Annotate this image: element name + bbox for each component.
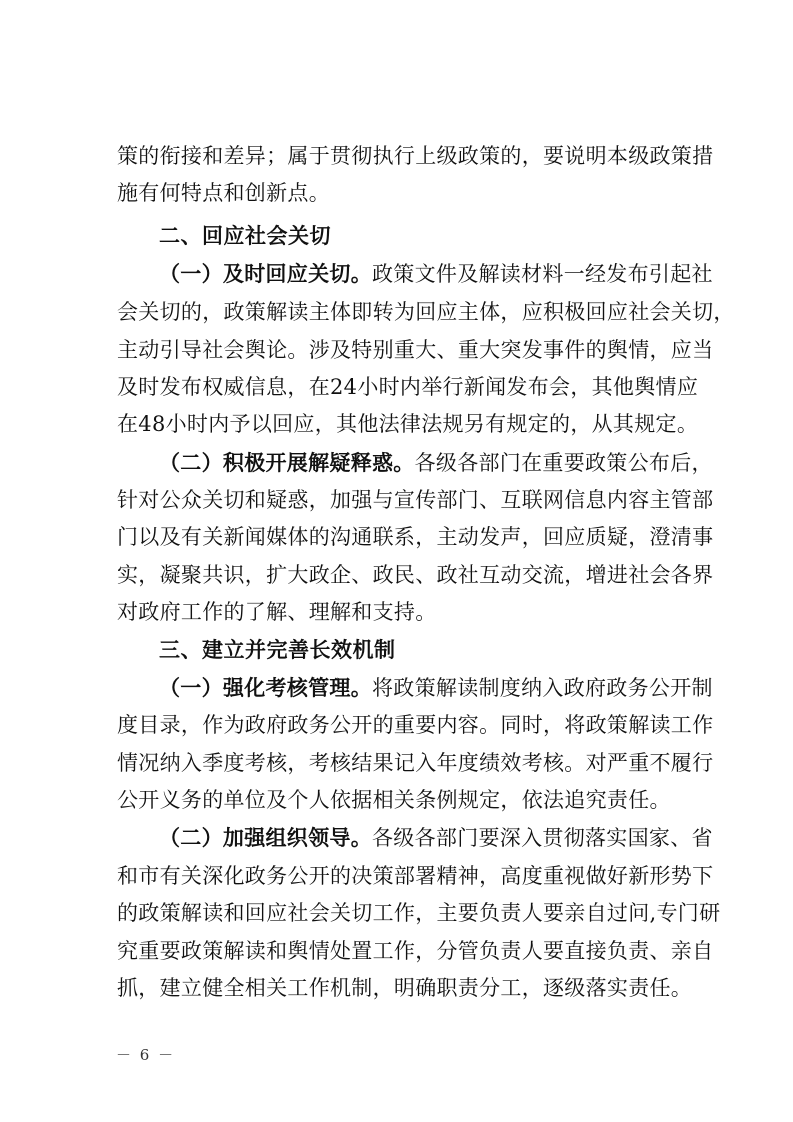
section-heading: 二、回应社会关切 xyxy=(159,224,331,248)
section-heading: 三、建立并完善长效机制 xyxy=(159,638,396,662)
body-text-line: 门以及有关新闻媒体的沟通联系，主动发声，回应质疑，澄清事 xyxy=(117,525,714,549)
body-text-line: 实，凝聚共识，扩大政企、政民、政社互动交流，增进社会各界 xyxy=(117,563,714,587)
body-text-line: 的政策解读和回应社会关切工作，主要负责人要亲自过问,专门研 xyxy=(117,901,721,925)
body-text-line: 在48小时内予以回应，其他法律法规另有规定的，从其规定。 xyxy=(117,412,699,436)
body-text-line: 抓，建立健全相关工作机制，明确职责分工，逐级落实责任。 xyxy=(117,976,693,1000)
body-text-line: 公开义务的单位及个人依据相关条例规定，依法追究责任。 xyxy=(117,788,671,812)
paragraph-lead: （二）加强组织领导。 xyxy=(159,826,372,850)
body-text-line: 究重要政策解读和舆情处置工作，分管负责人要直接负责、亲自 xyxy=(117,939,714,963)
body-text-line: 策的衔接和差异；属于贯彻执行上级政策的，要说明本级政策措 xyxy=(117,144,714,168)
body-text-line: 针对公众关切和疑惑，加强与宣传部门、互联网信息内容主管部 xyxy=(117,488,714,512)
paragraph-first-line xyxy=(159,823,759,853)
body-text-line: 度目录，作为政府政务公开的重要内容。同时，将政策解读工作 xyxy=(117,713,714,737)
body-text: 各级各部门在重要政策公布后， xyxy=(414,451,713,475)
body-text-line: 对政府工作的了解、理解和支持。 xyxy=(117,600,437,624)
page-number: － 6 － xyxy=(116,1046,176,1064)
body-text-line: 主动引导社会舆论。涉及特别重大、重大突发事件的舆情，应当 xyxy=(117,338,714,362)
paragraph-first-line xyxy=(159,259,759,289)
body-text-line: 施有何特点和创新点。 xyxy=(117,181,330,205)
body-text: 各级各部门要深入贯彻落实国家、省 xyxy=(372,826,713,850)
paragraph-lead: （二）积极开展解疑释惑。 xyxy=(159,451,415,475)
body-text-line: 情况纳入季度考核，考核结果记入年度绩效考核。对严重不履行 xyxy=(117,751,714,775)
body-text-line: 及时发布权威信息，在24小时内举行新闻发布会，其他舆情应 xyxy=(117,375,699,399)
paragraph-lead: （一）强化考核管理。 xyxy=(159,676,372,700)
paragraph-lead: （一）及时回应关切。 xyxy=(159,262,372,286)
body-text-line: 会关切的，政策解读主体即转为回应主体，应积极回应社会关切， xyxy=(117,300,735,324)
paragraph-first-line xyxy=(159,673,759,703)
body-text: 将政策解读制度纳入政府政务公开制 xyxy=(372,676,713,700)
body-text: 政策文件及解读材料一经发布引起社 xyxy=(372,262,713,286)
body-text-line: 和市有关深化政务公开的决策部署精神，高度重视做好新形势下 xyxy=(117,864,714,888)
paragraph-first-line xyxy=(159,448,759,478)
